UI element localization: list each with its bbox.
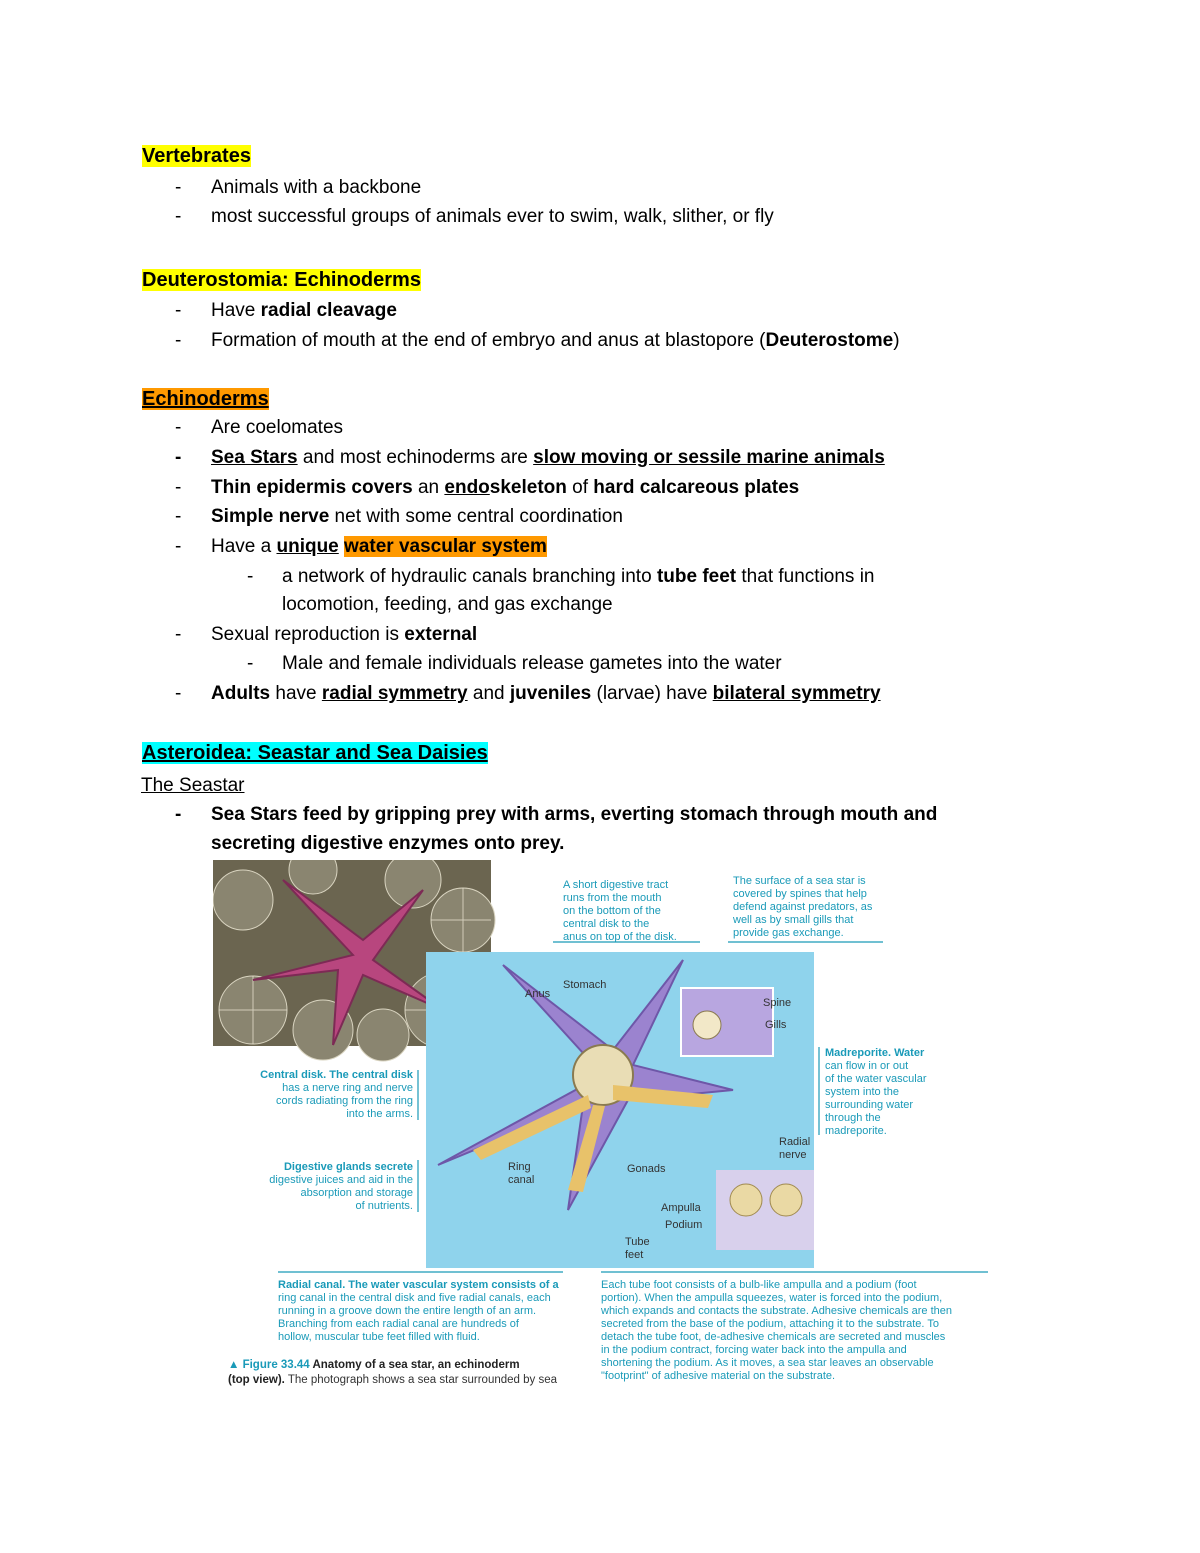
callout-line: madreporite. bbox=[825, 1125, 887, 1137]
heading-echinoderms bbox=[141, 386, 270, 412]
bold-text: external bbox=[404, 624, 478, 645]
text: an bbox=[412, 477, 445, 498]
callout-line: central disk to the bbox=[563, 918, 650, 930]
callout-line: surrounding water bbox=[825, 1099, 914, 1111]
callout-digestive-glands bbox=[269, 1161, 413, 1212]
callout-line: defend against predators, as bbox=[733, 901, 873, 913]
text: Have a bbox=[211, 536, 277, 557]
callout-line: hollow, muscular tube feet filled with fluid. bbox=[278, 1331, 480, 1343]
text: and most echinoderms are bbox=[297, 447, 534, 468]
callout-line: on the bottom of the bbox=[563, 905, 661, 917]
callout-line: in the podium contract, forcing water back into the ampulla and bbox=[601, 1344, 907, 1356]
bullet-dash: - bbox=[175, 477, 182, 498]
callout-digestive-tract bbox=[563, 879, 677, 943]
list-item: most successful groups of animals ever to swim, walk, slither, or fly bbox=[211, 206, 774, 227]
caption-text: The photograph shows a sea star surrounded by sea bbox=[284, 1374, 558, 1386]
figure-caption bbox=[228, 1359, 558, 1386]
label-radial-nerve: nerve bbox=[779, 1149, 807, 1161]
callout-surface bbox=[732, 875, 873, 939]
callout-line: Digestive glands secrete bbox=[283, 1161, 413, 1173]
list-item bbox=[211, 476, 799, 500]
callout-line: "footprint" of adhesive material on the substrate. bbox=[601, 1370, 836, 1382]
list-item bbox=[211, 299, 397, 323]
label-ring-canal: canal bbox=[508, 1174, 535, 1186]
label-gonads: Gonads bbox=[627, 1163, 666, 1175]
list-item: Sea Stars feed by gripping prey with arms, everting stomach through mouth and bbox=[211, 804, 938, 825]
label-ring-canal: Ring bbox=[508, 1161, 531, 1173]
callout-line: digestive juices and aid in the bbox=[269, 1174, 413, 1186]
figure-svg bbox=[213, 860, 993, 1390]
text: Formation of mouth at the end of embryo and anus at blastopore ( bbox=[211, 330, 766, 351]
label-anus: Anus bbox=[525, 988, 551, 1000]
callout-line: Branching from each radial canal are hundreds of bbox=[278, 1318, 519, 1330]
callout-line: through the bbox=[825, 1112, 881, 1124]
heading-text: Vertebrates bbox=[142, 145, 251, 167]
heading-text: Deuterostomia: Echinoderms bbox=[142, 269, 421, 291]
text: have bbox=[270, 683, 322, 704]
callout-line: covered by spines that help bbox=[733, 888, 867, 900]
bold-text: radial symmetry bbox=[321, 683, 468, 704]
bold-text: unique bbox=[276, 536, 339, 557]
callout-line: into the arms. bbox=[346, 1108, 413, 1120]
list-item bbox=[211, 329, 900, 353]
label-spine: Spine bbox=[763, 997, 792, 1009]
bold-text: radial cleavage bbox=[260, 300, 397, 321]
text: (larvae) have bbox=[591, 683, 713, 704]
callout-line: A short digestive tract bbox=[563, 879, 669, 891]
heading-deuterostomia bbox=[141, 267, 422, 293]
bold-text: juveniles bbox=[509, 683, 592, 704]
caption-figure-number: ▲ Figure 33.44 bbox=[228, 1359, 310, 1371]
callout-line: can flow in or out bbox=[825, 1060, 909, 1072]
callout-line: Each tube foot consists of a bulb-like ampulla and a podium (foot bbox=[601, 1279, 917, 1291]
text: Sexual reproduction is bbox=[211, 624, 405, 645]
callout-line: which expands and contacts the substrate. Adhesive chemicals are then bbox=[601, 1305, 952, 1317]
subheading-the-seastar bbox=[141, 774, 245, 798]
bullet-dash: - bbox=[175, 624, 182, 645]
list-item: Are coelomates bbox=[211, 417, 344, 438]
callout-line: cords radiating from the ring bbox=[276, 1095, 413, 1107]
bold-text: tube feet bbox=[656, 566, 737, 587]
list-item-continuation: secreting digestive enzymes onto prey. bbox=[211, 833, 565, 854]
text: that functions in bbox=[736, 566, 875, 587]
callout-madreporite bbox=[825, 1047, 927, 1137]
bullet-dash: - bbox=[175, 330, 182, 351]
text: of bbox=[566, 477, 594, 498]
bold-text: hard calcareous plates bbox=[593, 477, 800, 498]
bullet-dash: - bbox=[247, 653, 254, 674]
heading-text: Asteroidea: Seastar and Sea Daisies bbox=[142, 742, 488, 764]
label-podium: Podium bbox=[665, 1219, 703, 1231]
heading-text: Echinoderms bbox=[142, 388, 269, 410]
bold-text: endo bbox=[444, 477, 490, 498]
subheading-text: The Seastar bbox=[141, 775, 245, 796]
bullet-dash: - bbox=[175, 804, 182, 825]
list-item bbox=[211, 682, 881, 706]
bold-text: Simple nerve bbox=[211, 506, 330, 527]
bold-text: Adults bbox=[211, 683, 271, 704]
heading-asteroidea bbox=[141, 740, 489, 766]
list-item bbox=[282, 565, 875, 589]
label-tube-feet: feet bbox=[625, 1249, 644, 1261]
bullet-dash: - bbox=[175, 683, 182, 704]
callout-line: The surface of a sea star is bbox=[733, 875, 866, 887]
bold-text: Deuterostome bbox=[765, 330, 894, 351]
bullet-dash: - bbox=[175, 506, 182, 527]
bullet-dash: - bbox=[175, 300, 182, 321]
list-item-continuation: locomotion, feeding, and gas exchange bbox=[282, 594, 613, 615]
list-item bbox=[211, 446, 885, 470]
list-item: Male and female individuals release gametes into the water bbox=[282, 653, 782, 674]
callout-tube-foot bbox=[600, 1279, 952, 1382]
bold-text: skeleton bbox=[489, 477, 567, 498]
callout-line: Central disk. The central disk bbox=[260, 1069, 413, 1081]
callout-line: provide gas exchange. bbox=[733, 927, 844, 939]
label-ampulla: Ampulla bbox=[661, 1202, 701, 1214]
callout-line: running in a groove down the entire length of an arm. bbox=[278, 1305, 537, 1317]
bullet-dash: - bbox=[175, 417, 182, 438]
caption-line-2 bbox=[228, 1374, 558, 1386]
bold-text: slow moving or sessile marine animals bbox=[533, 447, 885, 468]
list-item bbox=[211, 535, 547, 559]
callout-line: shortening the podium. As it moves, a sea star leaves an observable bbox=[601, 1357, 934, 1369]
callout-line: detach the tube foot, de-adhesive chemicals are secreted and muscles bbox=[601, 1331, 946, 1343]
bold-text: bilateral symmetry bbox=[712, 683, 881, 704]
label-tube-feet: Tube bbox=[625, 1236, 650, 1248]
label-gills: Gills bbox=[765, 1019, 787, 1031]
text: net with some central coordination bbox=[329, 506, 623, 527]
list-item bbox=[211, 505, 623, 529]
callout-line: absorption and storage bbox=[300, 1187, 413, 1199]
callout-line: Madreporite. Water bbox=[825, 1047, 925, 1059]
bold-text: Thin epidermis covers bbox=[211, 477, 413, 498]
text: and bbox=[467, 683, 510, 704]
list-item: Animals with a backbone bbox=[211, 177, 422, 198]
callout-line: system into the bbox=[825, 1086, 899, 1098]
text: a network of hydraulic canals branching into bbox=[282, 566, 657, 587]
list-item bbox=[211, 623, 477, 647]
callout-central-disk bbox=[260, 1069, 414, 1120]
label-stomach: Stomach bbox=[563, 979, 607, 991]
caption-bold: (top view). bbox=[228, 1374, 285, 1386]
ampulla-podium-inset bbox=[716, 1170, 814, 1250]
callout-radial-canal bbox=[278, 1279, 560, 1343]
callout-line: ring canal in the central disk and five radial canals, each bbox=[278, 1292, 551, 1304]
label-radial-nerve: Radial bbox=[779, 1136, 811, 1148]
callout-line: well as by small gills that bbox=[733, 914, 854, 926]
bullet-dash: - bbox=[175, 177, 182, 198]
callout-line: portion). When the ampulla squeezes, water is forced into the podium, bbox=[601, 1292, 943, 1304]
callout-line: has a nerve ring and nerve bbox=[282, 1082, 413, 1094]
caption-line-1 bbox=[228, 1359, 520, 1371]
bullet-dash: - bbox=[247, 566, 254, 587]
callout-line: runs from the mouth bbox=[563, 892, 662, 904]
callout-line: anus on top of the disk. bbox=[563, 931, 677, 943]
bullet-dash: - bbox=[175, 447, 182, 468]
text: ) bbox=[893, 330, 900, 351]
bullet-dash: - bbox=[175, 536, 182, 557]
sea-star-anatomy-figure bbox=[213, 860, 993, 1390]
callout-line: secreted from the base of the podium, attaching it to the substrate. To bbox=[601, 1318, 939, 1330]
highlighted-text: water vascular system bbox=[344, 536, 547, 557]
callout-line: Radial canal. The water vascular system consists of a bbox=[278, 1279, 559, 1291]
callout-line: of nutrients. bbox=[355, 1200, 413, 1212]
bullet-dash: - bbox=[175, 206, 182, 227]
caption-title: Anatomy of a sea star, an echinoderm bbox=[309, 1359, 520, 1371]
text: Have bbox=[211, 300, 261, 321]
callout-line: of the water vascular bbox=[825, 1073, 927, 1085]
bold-text: Sea Stars bbox=[211, 447, 298, 468]
heading-vertebrates bbox=[141, 143, 252, 169]
